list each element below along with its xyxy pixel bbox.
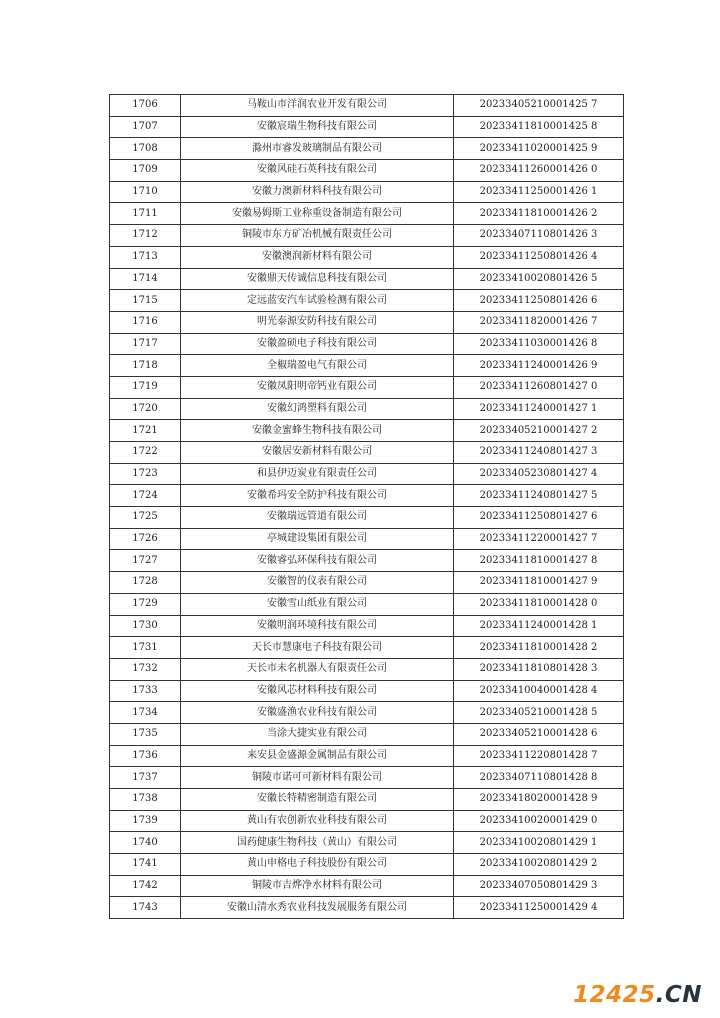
company-name-cell: 全椒瑞盈电气有限公司	[181, 355, 454, 377]
company-name-cell: 天长市未名机器人有限责任公司	[181, 658, 454, 680]
table-row	[110, 507, 624, 529]
table-row	[110, 485, 624, 507]
certificate-number-cell: 20233411820001426 7	[454, 311, 624, 333]
table-row	[110, 420, 624, 442]
company-name-cell: 安徽风硅石英科技有限公司	[181, 160, 454, 182]
company-name-cell: 来安县金盛源金属制品有限公司	[181, 745, 454, 767]
table-row	[110, 745, 624, 767]
certificate-number-cell: 20233405210001428 6	[454, 723, 624, 745]
row-number-cell: 1711	[110, 203, 181, 225]
table-row	[110, 615, 624, 637]
row-number-cell: 1709	[110, 160, 181, 182]
table-row	[110, 658, 624, 680]
row-number-cell: 1733	[110, 680, 181, 702]
company-name-cell: 安徽瑞远管道有限公司	[181, 507, 454, 529]
certificate-number-cell: 20233411250801427 6	[454, 507, 624, 529]
company-name-cell: 马鞍山市洋润农业开发有限公司	[181, 95, 454, 117]
row-number-cell: 1738	[110, 789, 181, 811]
row-number-cell: 1710	[110, 181, 181, 203]
company-name-cell: 滁州市睿发玻璃制品有限公司	[181, 138, 454, 160]
row-number-cell: 1734	[110, 702, 181, 724]
company-name-cell: 当涂大捷实业有限公司	[181, 723, 454, 745]
company-name-cell: 定远蓝安汽车试验检测有限公司	[181, 290, 454, 312]
table-row	[110, 593, 624, 615]
row-number-cell: 1739	[110, 810, 181, 832]
company-name-cell: 安徽凤阳明帝钙业有限公司	[181, 376, 454, 398]
company-name-cell: 安徽澳润新材料有限公司	[181, 246, 454, 268]
certificate-number-cell: 20233411260801427 0	[454, 376, 624, 398]
table-row	[110, 702, 624, 724]
company-name-cell: 安徽风芯材料科技有限公司	[181, 680, 454, 702]
company-name-cell: 安徽居安新材料有限公司	[181, 442, 454, 464]
certificate-number-cell: 20233411220001427 7	[454, 528, 624, 550]
company-name-cell: 黄山申格电子科技股份有限公司	[181, 854, 454, 876]
table-row	[110, 398, 624, 420]
company-name-cell: 安徽金蜜蜂生物科技有限公司	[181, 420, 454, 442]
company-name-cell: 安徽希玛安全防护科技有限公司	[181, 485, 454, 507]
certificate-number-cell: 20233410020801429 2	[454, 854, 624, 876]
company-name-cell: 安徽盛渔农业科技有限公司	[181, 702, 454, 724]
certificate-number-cell: 20233411240001427 1	[454, 398, 624, 420]
row-number-cell: 1737	[110, 767, 181, 789]
row-number-cell: 1716	[110, 311, 181, 333]
certificate-number-cell: 20233411240001428 1	[454, 615, 624, 637]
company-name-cell: 安徽雪山纸业有限公司	[181, 593, 454, 615]
row-number-cell: 1740	[110, 832, 181, 854]
row-number-cell: 1736	[110, 745, 181, 767]
certificate-number-cell: 20233405210001427 2	[454, 420, 624, 442]
table-row	[110, 528, 624, 550]
row-number-cell: 1708	[110, 138, 181, 160]
certificate-number-cell: 20233411030001426 8	[454, 333, 624, 355]
company-name-cell: 天长市慧康电子科技有限公司	[181, 637, 454, 659]
company-name-cell: 安徽宸瑞生物科技有限公司	[181, 116, 454, 138]
company-name-cell: 安徽力澳新材料科技有限公司	[181, 181, 454, 203]
row-number-cell: 1714	[110, 268, 181, 290]
table-row	[110, 875, 624, 897]
certificate-number-cell: 20233411240801427 5	[454, 485, 624, 507]
table-row	[110, 268, 624, 290]
certificate-number-cell: 20233411240001426 9	[454, 355, 624, 377]
table-row	[110, 355, 624, 377]
certificate-number-cell: 20233411020001425 9	[454, 138, 624, 160]
certificate-number-cell: 20233411810001425 8	[454, 116, 624, 138]
certificate-number-cell: 20233410020801426 5	[454, 268, 624, 290]
table-row	[110, 333, 624, 355]
certificate-number-cell: 20233411220801428 7	[454, 745, 624, 767]
certificate-number-cell: 20233407110801428 8	[454, 767, 624, 789]
certificate-number-cell: 20233411250801426 6	[454, 290, 624, 312]
table-row	[110, 789, 624, 811]
watermark-number: 12425	[573, 982, 656, 1008]
row-number-cell: 1719	[110, 376, 181, 398]
company-name-cell: 铜陵市诺可可新材料有限公司	[181, 767, 454, 789]
company-name-cell: 安徽盈硕电子科技有限公司	[181, 333, 454, 355]
certificate-number-cell: 20233411810001428 2	[454, 637, 624, 659]
row-number-cell: 1715	[110, 290, 181, 312]
certificate-number-cell: 20233411810001428 0	[454, 593, 624, 615]
certificate-number-cell: 20233411250801426 4	[454, 246, 624, 268]
row-number-cell: 1731	[110, 637, 181, 659]
table-row	[110, 854, 624, 876]
row-number-cell: 1730	[110, 615, 181, 637]
company-name-cell: 铜陵市东方矿冶机械有限责任公司	[181, 225, 454, 247]
company-name-cell: 安徽明润环境科技有限公司	[181, 615, 454, 637]
company-name-cell: 安徽智的仪表有限公司	[181, 572, 454, 594]
certificate-number-cell: 20233411260001426 0	[454, 160, 624, 182]
table-row	[110, 767, 624, 789]
row-number-cell: 1717	[110, 333, 181, 355]
table-row	[110, 572, 624, 594]
certificate-number-cell: 20233405210001428 5	[454, 702, 624, 724]
company-name-cell: 安徽幻鸿塑料有限公司	[181, 398, 454, 420]
company-name-cell: 铜陵市吉烨净水材料有限公司	[181, 875, 454, 897]
row-number-cell: 1724	[110, 485, 181, 507]
row-number-cell: 1720	[110, 398, 181, 420]
row-number-cell: 1722	[110, 442, 181, 464]
row-number-cell: 1727	[110, 550, 181, 572]
certificate-list-table	[109, 94, 624, 919]
company-name-cell: 和县伊迈炭业有限责任公司	[181, 463, 454, 485]
certificate-number-cell: 20233410020001429 0	[454, 810, 624, 832]
certificate-number-cell: 20233411810001427 9	[454, 572, 624, 594]
company-name-cell: 黄山有农创新农业科技有限公司	[181, 810, 454, 832]
table-row	[110, 116, 624, 138]
table-row	[110, 680, 624, 702]
row-number-cell: 1741	[110, 854, 181, 876]
table-row	[110, 225, 624, 247]
company-name-cell: 安徽睿弘环保科技有限公司	[181, 550, 454, 572]
row-number-cell: 1729	[110, 593, 181, 615]
certificate-number-cell: 20233418020001428 9	[454, 789, 624, 811]
table-row	[110, 463, 624, 485]
row-number-cell: 1735	[110, 723, 181, 745]
table-row	[110, 897, 624, 919]
table-row	[110, 810, 624, 832]
certificate-number-cell: 20233411810001426 2	[454, 203, 624, 225]
row-number-cell: 1706	[110, 95, 181, 117]
table-row	[110, 160, 624, 182]
certificate-number-cell: 20233411240801427 3	[454, 442, 624, 464]
certificate-number-cell: 20233410040001428 4	[454, 680, 624, 702]
company-name-cell: 明光泰源安防科技有限公司	[181, 311, 454, 333]
table-row	[110, 550, 624, 572]
table-row	[110, 832, 624, 854]
certificate-number-cell: 20233411810801428 3	[454, 658, 624, 680]
row-number-cell: 1721	[110, 420, 181, 442]
row-number-cell: 1742	[110, 875, 181, 897]
table-row	[110, 442, 624, 464]
table-body	[110, 95, 624, 919]
table-row	[110, 723, 624, 745]
site-watermark-logo	[573, 982, 702, 1008]
table-row	[110, 181, 624, 203]
certificate-number-cell: 20233411810001427 8	[454, 550, 624, 572]
certificate-number-cell: 20233407110801426 3	[454, 225, 624, 247]
table-row	[110, 203, 624, 225]
certificate-number-cell: 20233411250001429 4	[454, 897, 624, 919]
table-row	[110, 246, 624, 268]
company-name-cell: 安徽鼎天传诚信息科技有限公司	[181, 268, 454, 290]
certificate-number-cell: 20233405230801427 4	[454, 463, 624, 485]
row-number-cell: 1723	[110, 463, 181, 485]
table-row	[110, 376, 624, 398]
row-number-cell: 1726	[110, 528, 181, 550]
company-name-cell: 亭城建设集团有限公司	[181, 528, 454, 550]
company-name-cell: 安徽山清水秀农业科技发展服务有限公司	[181, 897, 454, 919]
row-number-cell: 1743	[110, 897, 181, 919]
table-row	[110, 95, 624, 117]
row-number-cell: 1707	[110, 116, 181, 138]
table-row	[110, 637, 624, 659]
row-number-cell: 1712	[110, 225, 181, 247]
certificate-number-cell: 20233411250001426 1	[454, 181, 624, 203]
certificate-number-cell: 20233410020801429 1	[454, 832, 624, 854]
company-name-cell: 安徽长特精密制造有限公司	[181, 789, 454, 811]
row-number-cell: 1718	[110, 355, 181, 377]
certificate-number-cell: 20233407050801429 3	[454, 875, 624, 897]
company-name-cell: 国药健康生物科技（黄山）有限公司	[181, 832, 454, 854]
row-number-cell: 1732	[110, 658, 181, 680]
table-row	[110, 311, 624, 333]
table-row	[110, 138, 624, 160]
row-number-cell: 1725	[110, 507, 181, 529]
table-row	[110, 290, 624, 312]
row-number-cell: 1728	[110, 572, 181, 594]
watermark-domain: .CN	[655, 982, 702, 1008]
row-number-cell: 1713	[110, 246, 181, 268]
certificate-number-cell: 20233405210001425 7	[454, 95, 624, 117]
company-name-cell: 安徽易姆斯工业称重设备制造有限公司	[181, 203, 454, 225]
